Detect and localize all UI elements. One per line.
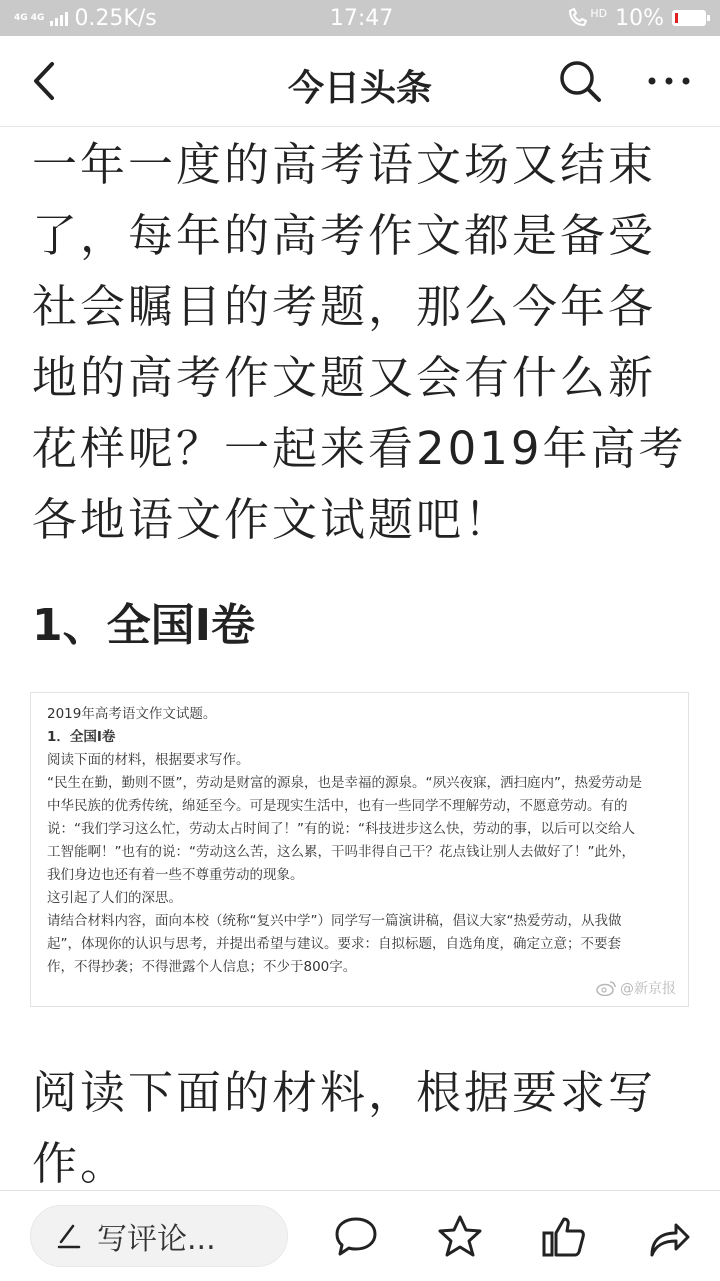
figure-line: 工智能啊！”也有的说：“劳动这么苦，这么累，干吗非得自己干？花点钱让别人去做好了！”此外， xyxy=(47,844,635,860)
battery-level xyxy=(675,13,678,23)
figure-line: 说：“我们学习这么忙，劳动太占时间了！”有的说：“科技进步这么快，劳动的事，以后可以交给人 xyxy=(47,821,635,837)
figure-line: 2019年高考语文作文试题。 xyxy=(47,706,217,722)
figure-line: 起”，体现你的认识与思考，并提出希望与建议。要求：自拟标题，自选角度，确定立意；不要套 xyxy=(47,936,621,952)
figure-line: 这引起了人们的深思。 xyxy=(47,890,182,906)
figure-line: “民生在勤，勤则不匮”，劳动是财富的源泉，也是幸福的源泉。“夙兴夜寐，洒扫庭内”，热爱劳动是 xyxy=(47,775,642,791)
top-nav-bar xyxy=(0,36,720,127)
status-time: 17:47 xyxy=(329,5,394,31)
figure-line: 阅读下面的材料，根据要求写作。 xyxy=(47,752,250,768)
exam-question-image[interactable] xyxy=(30,692,689,1007)
hd-label: HD xyxy=(590,6,608,20)
app-title: 今日头条 xyxy=(287,68,432,109)
comment-icon[interactable] xyxy=(332,1213,380,1261)
star-icon[interactable] xyxy=(436,1213,484,1261)
status-bar xyxy=(0,0,720,36)
watermark-text: @新京报 xyxy=(620,981,676,997)
figure-line: 我们身边也还有着一些不尊重劳动的现象。 xyxy=(47,867,304,883)
share-icon[interactable] xyxy=(646,1213,694,1261)
network-type: 4G 4G xyxy=(14,13,45,23)
weibo-watermark xyxy=(596,978,676,998)
battery-percent: 10% xyxy=(615,5,664,31)
article-content xyxy=(0,127,720,1189)
figure-line: 请结合材料内容，面向本校（统称“复兴中学”）同学写一篇演讲稿，倡议大家“热爱劳动，从我做 xyxy=(47,913,622,929)
like-icon[interactable] xyxy=(540,1213,588,1261)
search-icon[interactable] xyxy=(558,58,602,104)
figure-line: 中华民族的优秀传统，绵延至今。可是现实生活中，也有一些同学不理解劳动，不愿意劳动。有的 xyxy=(47,798,628,814)
write-comment-button[interactable] xyxy=(30,1205,288,1267)
bottom-action-bar xyxy=(0,1190,720,1281)
pencil-icon xyxy=(57,1222,81,1250)
weibo-icon xyxy=(596,980,616,996)
section-heading: 1、全国I卷 xyxy=(32,600,255,651)
more-icon[interactable] xyxy=(646,68,692,94)
signal-icon xyxy=(50,10,68,26)
reading-prompt: 阅读下面的材料，根据要求写作。 xyxy=(32,1066,657,1189)
status-left xyxy=(14,6,157,31)
figure-line: 作，不得抄袭；不得泄露个人信息；不少于800字。 xyxy=(47,959,357,975)
comment-placeholder: 写评论... xyxy=(97,1222,216,1257)
network-speed: 0.25K/s xyxy=(74,5,157,31)
article-intro: 一年一度的高考语文场又结束了，每年的高考作文都是备受社会瞩目的考题，那么今年各地的高考作文题又会有什么新花样呢？一起来看2019年高考各地语文作文试题吧！ xyxy=(32,138,687,546)
figure-line: 1．全国Ⅰ卷 xyxy=(47,729,116,745)
status-right xyxy=(566,6,706,31)
battery-icon xyxy=(672,10,706,26)
